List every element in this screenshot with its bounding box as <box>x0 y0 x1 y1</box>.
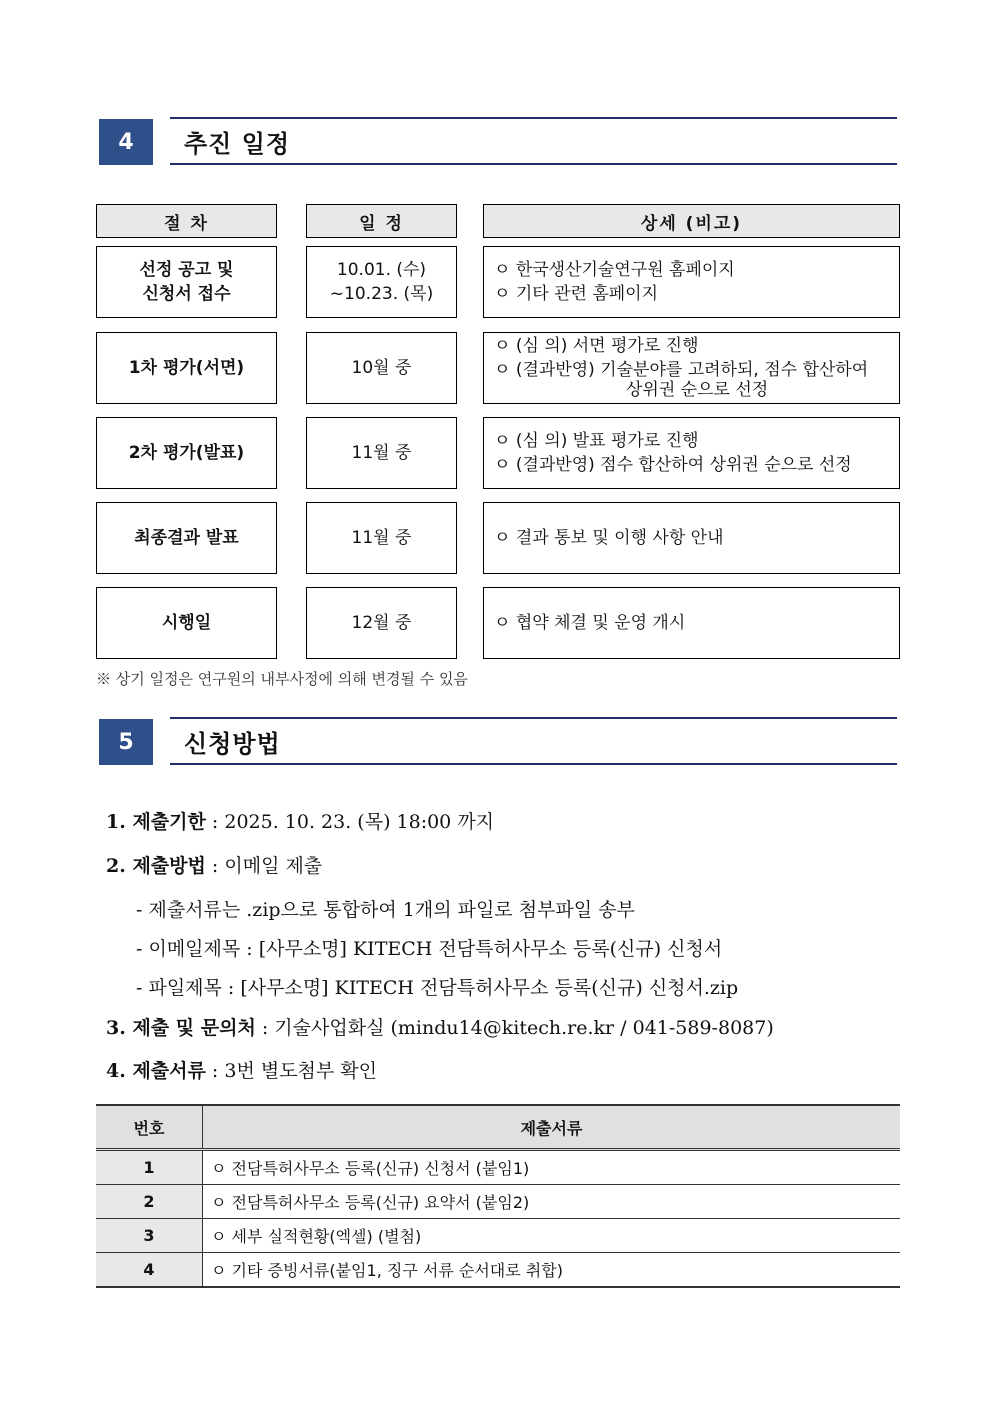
date-line: 10월 중 <box>351 358 412 378</box>
schedule-step-cell <box>96 587 277 659</box>
col-header-number: 번호 <box>96 1105 203 1150</box>
detail-line: ㅇ 한국생산기술연구원 홈페이지 <box>494 260 735 280</box>
detail-line: ㅇ 기타 관련 홈페이지 <box>494 284 659 304</box>
schedule-note: ※ 상기 일정은 연구원의 내부사정에 의해 변경될 수 있음 <box>96 670 468 688</box>
detail-line: ㅇ (결과반영) 기술분야를 고려하되, 점수 합산하여 <box>494 360 869 380</box>
schedule-detail-cell <box>483 587 900 659</box>
row-number: 4 <box>96 1253 203 1288</box>
detail-line: ㅇ (결과반영) 점수 합산하여 상위권 순으로 선정 <box>494 455 852 475</box>
row-number: 1 <box>96 1150 203 1185</box>
row-document: ㅇ 전담특허사무소 등록(신규) 신청서 (붙임1) <box>203 1150 901 1185</box>
section-title: 추진 일정 <box>184 130 291 158</box>
schedule-step-cell <box>96 332 277 404</box>
schedule-detail-cell <box>483 502 900 574</box>
schedule-step-cell <box>96 246 277 318</box>
schedule-step-cell <box>96 502 277 574</box>
method-item-submission: 2. 제출방법 : 이메일 제출 <box>106 855 323 877</box>
col-header-date: 일 정 <box>306 204 457 238</box>
col-header-detail: 상세 (비고) <box>483 204 900 238</box>
table-row <box>96 1185 900 1219</box>
row-document: ㅇ 전담특허사무소 등록(신규) 요약서 (붙임2) <box>203 1185 901 1219</box>
col-header-step: 절 차 <box>96 204 277 238</box>
detail-line: ㅇ (심 의) 발표 평가로 진행 <box>494 431 699 451</box>
table-row <box>96 1253 900 1288</box>
step-line: 최종결과 발표 <box>134 528 239 548</box>
method-item-deadline: 1. 제출기한 : 2025. 10. 23. (목) 18:00 까지 <box>106 811 495 833</box>
schedule-detail-cell <box>483 246 900 318</box>
section-top-rule <box>170 717 897 719</box>
schedule-date-cell <box>306 502 457 574</box>
date-line: 10.01. (수) <box>336 260 427 280</box>
documents-table <box>96 1104 900 1288</box>
method-subitem: - 이메일제목 : [사무소명] KITECH 전담특허사무소 등록(신규) 신청서 <box>136 938 723 960</box>
schedule-date-cell <box>306 332 457 404</box>
method-subitem: - 제출서류는 .zip으로 통합하여 1개의 파일로 첨부파일 송부 <box>136 899 635 921</box>
section-title: 신청방법 <box>184 730 281 758</box>
row-document: ㅇ 세부 실적현황(엑셀) (별첨) <box>203 1219 901 1253</box>
date-line: 12월 중 <box>351 613 412 633</box>
detail-continuation: 상위권 순으로 선정 <box>626 380 769 400</box>
step-line: 선정 공고 및 <box>139 260 234 280</box>
date-line: ~10.23. (목) <box>329 284 434 304</box>
section-number-badge: 5 <box>99 719 153 765</box>
schedule-date-cell <box>306 246 457 318</box>
method-item-contact: 3. 제출 및 문의처 : 기술사업화실 (mindu14@kitech.re.kr / 041-589-8087) <box>106 1017 774 1039</box>
section-bottom-rule <box>170 163 897 165</box>
step-line: 신청서 접수 <box>142 284 231 304</box>
schedule-detail-cell <box>483 332 900 404</box>
table-row <box>96 1150 900 1185</box>
detail-line: ㅇ 협약 체결 및 운영 개시 <box>494 613 686 633</box>
schedule-date-cell <box>306 417 457 489</box>
method-subitem: - 파일제목 : [사무소명] KITECH 전담특허사무소 등록(신규) 신청서.zip <box>136 977 739 999</box>
schedule-date-cell <box>306 587 457 659</box>
step-line: 2차 평가(발표) <box>128 443 245 463</box>
step-line: 1차 평가(서면) <box>128 358 245 378</box>
row-number: 2 <box>96 1185 203 1219</box>
step-line: 시행일 <box>161 613 212 633</box>
date-line: 11월 중 <box>351 443 412 463</box>
section-bottom-rule <box>170 763 897 765</box>
row-document: ㅇ 기타 증빙서류(붙임1, 징구 서류 순서대로 취합) <box>203 1253 901 1288</box>
method-item-documents: 4. 제출서류 : 3번 별도첨부 확인 <box>106 1060 378 1082</box>
date-line: 11월 중 <box>351 528 412 548</box>
schedule-detail-cell <box>483 417 900 489</box>
schedule-step-cell <box>96 417 277 489</box>
detail-line: ㅇ 결과 통보 및 이행 사항 안내 <box>494 528 724 548</box>
section-top-rule <box>170 117 897 119</box>
detail-line: ㅇ (심 의) 서면 평가로 진행 <box>494 336 699 356</box>
section-number-badge: 4 <box>99 119 153 165</box>
row-number: 3 <box>96 1219 203 1253</box>
col-header-documents: 제출서류 <box>203 1105 901 1150</box>
table-row <box>96 1219 900 1253</box>
